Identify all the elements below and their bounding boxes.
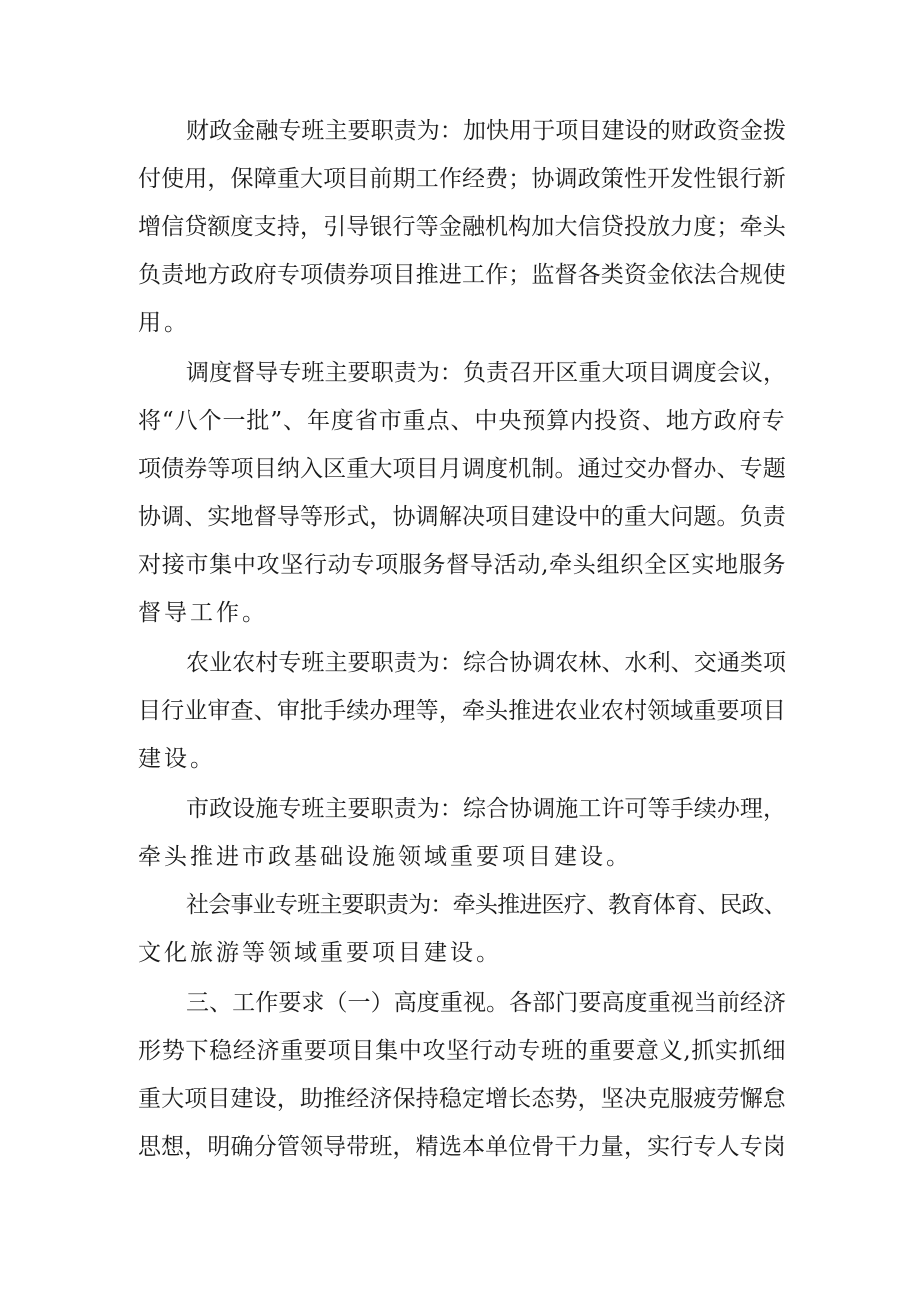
text-line: 重大项目建设，助推经济保持稳定增长态势，坚决克服疲劳懈怠 <box>138 1086 786 1112</box>
text-line: 用。 <box>138 310 190 336</box>
text-line: 三、工作要求（一）高度重视。各部门要高度重视当前经济 <box>186 990 787 1016</box>
text-line: 财政金融专班主要职责为：加快用于项目建设的财政资金拨 <box>186 118 787 144</box>
text-line: 对接市集中攻坚行动专项服务督导活动,牵头组织全区实地服务 <box>138 552 787 578</box>
text-line: 调度督导专班主要职责为：负责召开区重大项目调度会议， <box>186 360 787 386</box>
text-line: 协调、实地督导等形式，协调解决项目建设中的重大问题。负责 <box>138 504 786 530</box>
text-line: 督导工作。 <box>138 600 268 626</box>
text-line: 农业农村专班主要职责为：综合协调农林、水利、交通类项 <box>186 650 787 676</box>
text-line: 增信贷额度支持，引导银行等金融机构加大信贷投放力度；牵头 <box>138 214 786 240</box>
text-line: 牵头推进市政基础设施领域重要项目建设。 <box>138 844 632 870</box>
text-line: 思想，明确分管领导带班，精选本单位骨干力量，实行专人专岗 <box>138 1134 786 1160</box>
text-line: 建设。 <box>138 746 216 772</box>
text-line: 形势下稳经济重要项目集中攻坚行动专班的重要意义,抓实抓细 <box>138 1038 787 1064</box>
text-line: 项债券等项目纳入区重大项目月调度机制。通过交办督办、专题 <box>138 456 786 482</box>
text-line: 市政设施专班主要职责为：综合协调施工许可等手续办理， <box>186 796 787 822</box>
text-line: 文化旅游等领域重要项目建设。 <box>138 940 502 966</box>
text-line: 目行业审查、审批手续办理等，牵头推进农业农村领域重要项目 <box>138 698 786 724</box>
text-line: 社会事业专班主要职责为：牵头推进医疗、教育体育、民政、 <box>186 892 786 918</box>
text-line: 负责地方政府专项债券项目推进工作；监督各类资金依法合规使 <box>138 262 786 288</box>
text-line: 将“八个一批”、年度省市重点、中央预算内投资、地方政府专 <box>138 408 786 434</box>
text-line: 付使用，保障重大项目前期工作经费；协调政策性开发性银行新 <box>138 166 786 192</box>
